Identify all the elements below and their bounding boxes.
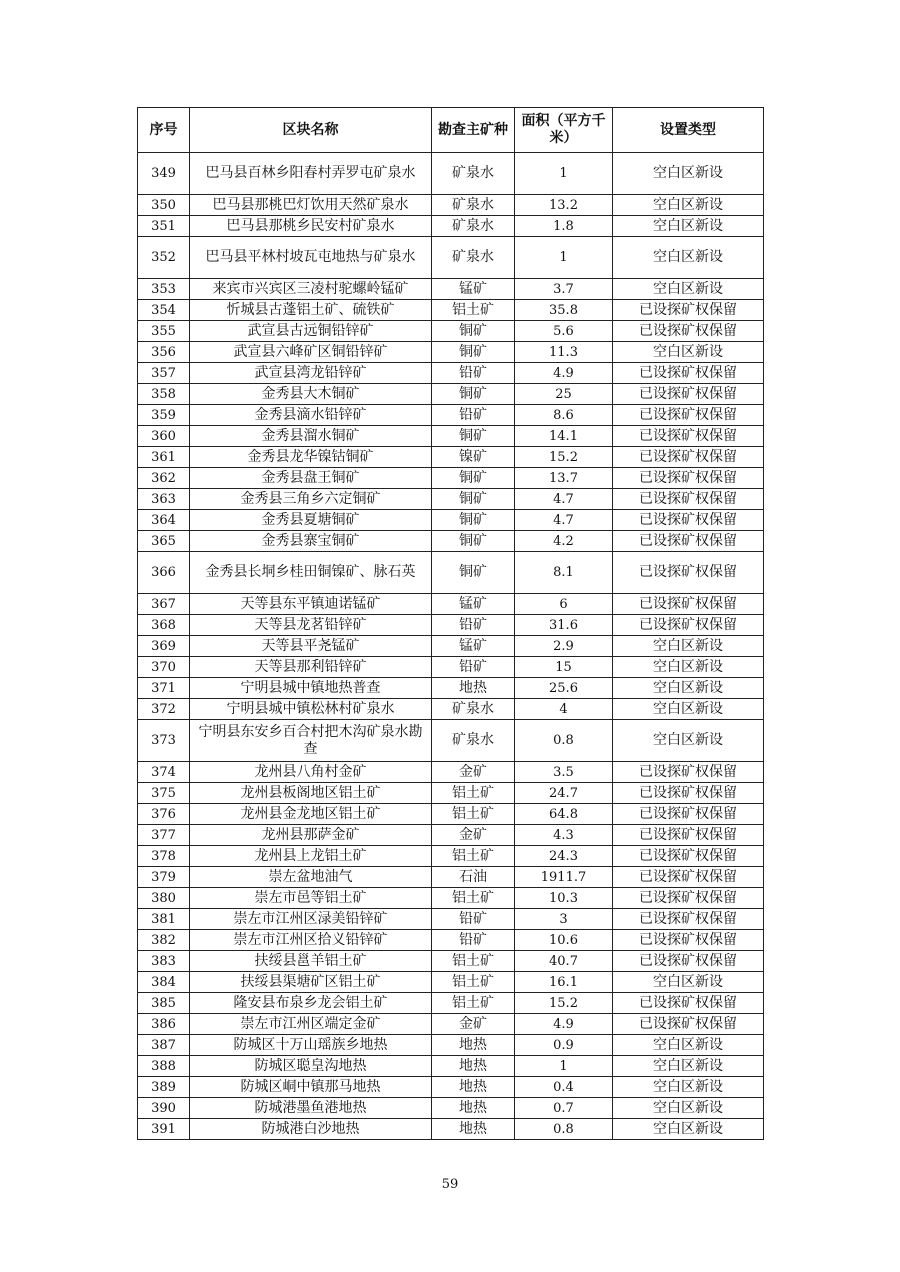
main-mineral: 金矿 [432, 1014, 515, 1035]
main-mineral: 地热 [432, 1035, 515, 1056]
row-index: 383 [138, 951, 190, 972]
table-row [138, 783, 764, 804]
main-mineral: 铅矿 [432, 615, 515, 636]
area: 15.2 [515, 993, 613, 1014]
setting-type: 空白区新设 [613, 1077, 764, 1098]
table-body [138, 153, 764, 1140]
table-row [138, 1098, 764, 1119]
row-index: 374 [138, 762, 190, 783]
block-name: 防城区峒中镇那马地热 [190, 1077, 432, 1098]
area: 1 [515, 153, 613, 195]
header-index: 序号 [138, 108, 190, 153]
setting-type: 已设探矿权保留 [613, 993, 764, 1014]
setting-type: 空白区新设 [613, 1056, 764, 1077]
area: 1 [515, 1056, 613, 1077]
area: 15 [515, 657, 613, 678]
area: 24.7 [515, 783, 613, 804]
area: 4.3 [515, 825, 613, 846]
block-name: 宁明县城中镇地热普查 [190, 678, 432, 699]
block-name: 崇左市邑等铝土矿 [190, 888, 432, 909]
block-name: 扶绥县渠塘矿区铝土矿 [190, 972, 432, 993]
table-row [138, 405, 764, 426]
main-mineral: 锰矿 [432, 636, 515, 657]
area: 4.7 [515, 510, 613, 531]
area: 4.9 [515, 1014, 613, 1035]
row-index: 366 [138, 552, 190, 594]
main-mineral: 地热 [432, 1098, 515, 1119]
block-name: 隆安县布泉乡龙会铝土矿 [190, 993, 432, 1014]
area: 4.9 [515, 363, 613, 384]
setting-type: 已设探矿权保留 [613, 510, 764, 531]
block-name: 武宣县古远铜铅锌矿 [190, 321, 432, 342]
area: 13.2 [515, 195, 613, 216]
main-mineral: 铜矿 [432, 552, 515, 594]
table-row [138, 594, 764, 615]
row-index: 369 [138, 636, 190, 657]
area: 64.8 [515, 804, 613, 825]
area: 14.1 [515, 426, 613, 447]
row-index: 353 [138, 279, 190, 300]
area: 1.8 [515, 216, 613, 237]
main-mineral: 地热 [432, 678, 515, 699]
row-index: 379 [138, 867, 190, 888]
area: 0.8 [515, 720, 613, 762]
block-name: 宁明县东安乡百合村把木沟矿泉水勘查 [190, 720, 432, 762]
row-index: 367 [138, 594, 190, 615]
area: 10.3 [515, 888, 613, 909]
table-row [138, 300, 764, 321]
setting-type: 空白区新设 [613, 972, 764, 993]
block-name: 巴马县平林村坡瓦屯地热与矿泉水 [190, 237, 432, 279]
row-index: 372 [138, 699, 190, 720]
setting-type: 空白区新设 [613, 216, 764, 237]
page-number: 59 [441, 1177, 459, 1192]
main-mineral: 锰矿 [432, 594, 515, 615]
row-index: 365 [138, 531, 190, 552]
block-name: 忻城县古蓬铝土矿、硫铁矿 [190, 300, 432, 321]
header-block-name: 区块名称 [190, 108, 432, 153]
table-row [138, 804, 764, 825]
row-index: 349 [138, 153, 190, 195]
setting-type: 空白区新设 [613, 153, 764, 195]
area: 1 [515, 237, 613, 279]
block-name: 金秀县溜水铜矿 [190, 426, 432, 447]
area: 6 [515, 594, 613, 615]
main-mineral: 矿泉水 [432, 699, 515, 720]
table-row [138, 342, 764, 363]
row-index: 391 [138, 1119, 190, 1140]
main-mineral: 铝土矿 [432, 951, 515, 972]
block-name: 扶绥县邕羊铝土矿 [190, 951, 432, 972]
main-mineral: 地热 [432, 1119, 515, 1140]
area: 4 [515, 699, 613, 720]
main-mineral: 石油 [432, 867, 515, 888]
area: 3 [515, 909, 613, 930]
table-row [138, 1056, 764, 1077]
table-row [138, 363, 764, 384]
row-index: 373 [138, 720, 190, 762]
block-name: 巴马县百林乡阳春村弄罗屯矿泉水 [190, 153, 432, 195]
main-mineral: 铝土矿 [432, 972, 515, 993]
main-mineral: 矿泉水 [432, 153, 515, 195]
row-index: 352 [138, 237, 190, 279]
main-mineral: 铜矿 [432, 321, 515, 342]
table-row [138, 1119, 764, 1140]
setting-type: 已设探矿权保留 [613, 930, 764, 951]
main-mineral: 矿泉水 [432, 720, 515, 762]
main-mineral: 铜矿 [432, 342, 515, 363]
setting-type: 空白区新设 [613, 699, 764, 720]
main-mineral: 铅矿 [432, 657, 515, 678]
main-mineral: 铝土矿 [432, 783, 515, 804]
table-row [138, 846, 764, 867]
row-index: 368 [138, 615, 190, 636]
main-mineral: 金矿 [432, 825, 515, 846]
main-mineral: 铝土矿 [432, 300, 515, 321]
setting-type: 已设探矿权保留 [613, 909, 764, 930]
block-name: 防城港白沙地热 [190, 1119, 432, 1140]
area: 31.6 [515, 615, 613, 636]
main-mineral: 锰矿 [432, 279, 515, 300]
area: 40.7 [515, 951, 613, 972]
block-name: 金秀县龙华镍钴铜矿 [190, 447, 432, 468]
setting-type: 已设探矿权保留 [613, 405, 764, 426]
row-index: 354 [138, 300, 190, 321]
area: 8.6 [515, 405, 613, 426]
setting-type: 空白区新设 [613, 342, 764, 363]
setting-type: 已设探矿权保留 [613, 762, 764, 783]
row-index: 357 [138, 363, 190, 384]
setting-type: 空白区新设 [613, 1119, 764, 1140]
row-index: 388 [138, 1056, 190, 1077]
table-row [138, 468, 764, 489]
setting-type: 已设探矿权保留 [613, 384, 764, 405]
table-row [138, 972, 764, 993]
block-name: 来宾市兴宾区三凌村驼螺岭锰矿 [190, 279, 432, 300]
table-row [138, 762, 764, 783]
row-index: 356 [138, 342, 190, 363]
area: 16.1 [515, 972, 613, 993]
row-index: 390 [138, 1098, 190, 1119]
table-row [138, 825, 764, 846]
row-index: 370 [138, 657, 190, 678]
table-row [138, 489, 764, 510]
row-index: 375 [138, 783, 190, 804]
block-name: 巴马县那桃乡民安村矿泉水 [190, 216, 432, 237]
table-row [138, 678, 764, 699]
table-row [138, 909, 764, 930]
setting-type: 已设探矿权保留 [613, 531, 764, 552]
block-name: 金秀县三角乡六定铜矿 [190, 489, 432, 510]
block-name: 金秀县滴水铅锌矿 [190, 405, 432, 426]
block-name: 龙州县那萨金矿 [190, 825, 432, 846]
row-index: 378 [138, 846, 190, 867]
setting-type: 空白区新设 [613, 237, 764, 279]
table-row [138, 951, 764, 972]
block-name: 防城区十万山瑶族乡地热 [190, 1035, 432, 1056]
table-row [138, 153, 764, 195]
area: 5.6 [515, 321, 613, 342]
main-mineral: 金矿 [432, 762, 515, 783]
block-name: 崇左市江州区拾义铅锌矿 [190, 930, 432, 951]
setting-type: 已设探矿权保留 [613, 825, 764, 846]
area: 2.9 [515, 636, 613, 657]
area: 0.9 [515, 1035, 613, 1056]
block-name: 武宣县六峰矿区铜铅锌矿 [190, 342, 432, 363]
row-index: 384 [138, 972, 190, 993]
table-row [138, 447, 764, 468]
table-row [138, 510, 764, 531]
setting-type: 已设探矿权保留 [613, 447, 764, 468]
row-index: 380 [138, 888, 190, 909]
area: 4.7 [515, 489, 613, 510]
area: 3.7 [515, 279, 613, 300]
setting-type: 空白区新设 [613, 636, 764, 657]
setting-type: 已设探矿权保留 [613, 363, 764, 384]
block-name: 崇左市江州区渌美铅锌矿 [190, 909, 432, 930]
block-name: 龙州县金龙地区铝土矿 [190, 804, 432, 825]
block-name: 金秀县夏塘铜矿 [190, 510, 432, 531]
table-row [138, 867, 764, 888]
main-mineral: 铜矿 [432, 426, 515, 447]
main-mineral: 铜矿 [432, 384, 515, 405]
block-name: 金秀县大木铜矿 [190, 384, 432, 405]
setting-type: 已设探矿权保留 [613, 846, 764, 867]
row-index: 371 [138, 678, 190, 699]
row-index: 351 [138, 216, 190, 237]
block-name: 龙州县上龙铝土矿 [190, 846, 432, 867]
block-name: 防城港墨鱼港地热 [190, 1098, 432, 1119]
block-name: 崇左盆地油气 [190, 867, 432, 888]
row-index: 387 [138, 1035, 190, 1056]
row-index: 361 [138, 447, 190, 468]
table-row [138, 279, 764, 300]
setting-type: 已设探矿权保留 [613, 783, 764, 804]
table-row [138, 216, 764, 237]
row-index: 350 [138, 195, 190, 216]
block-name: 武宣县湾龙铅锌矿 [190, 363, 432, 384]
main-mineral: 铅矿 [432, 930, 515, 951]
area: 24.3 [515, 846, 613, 867]
row-index: 363 [138, 489, 190, 510]
row-index: 355 [138, 321, 190, 342]
area: 11.3 [515, 342, 613, 363]
main-mineral: 矿泉水 [432, 216, 515, 237]
table-row [138, 552, 764, 594]
table-row [138, 888, 764, 909]
setting-type: 已设探矿权保留 [613, 615, 764, 636]
area: 0.7 [515, 1098, 613, 1119]
setting-type: 已设探矿权保留 [613, 1014, 764, 1035]
setting-type: 空白区新设 [613, 1035, 764, 1056]
row-index: 376 [138, 804, 190, 825]
block-name: 天等县东平镇迪诺锰矿 [190, 594, 432, 615]
area: 35.8 [515, 300, 613, 321]
setting-type: 空白区新设 [613, 678, 764, 699]
setting-type: 已设探矿权保留 [613, 804, 764, 825]
main-mineral: 铜矿 [432, 531, 515, 552]
table-row [138, 636, 764, 657]
area: 0.4 [515, 1077, 613, 1098]
block-name: 防城区聪皇沟地热 [190, 1056, 432, 1077]
block-name: 金秀县长垌乡桂田铜镍矿、脉石英 [190, 552, 432, 594]
area: 0.8 [515, 1119, 613, 1140]
row-index: 386 [138, 1014, 190, 1035]
area: 8.1 [515, 552, 613, 594]
table-row [138, 237, 764, 279]
block-name: 金秀县寨宝铜矿 [190, 531, 432, 552]
block-name: 天等县那利铅锌矿 [190, 657, 432, 678]
main-mineral: 铜矿 [432, 510, 515, 531]
block-name: 崇左市江州区端定金矿 [190, 1014, 432, 1035]
table-row [138, 321, 764, 342]
row-index: 358 [138, 384, 190, 405]
area: 25.6 [515, 678, 613, 699]
block-name: 金秀县盘王铜矿 [190, 468, 432, 489]
mining-block-table [137, 107, 764, 1140]
setting-type: 已设探矿权保留 [613, 321, 764, 342]
area: 13.7 [515, 468, 613, 489]
table-row [138, 426, 764, 447]
area: 3.5 [515, 762, 613, 783]
main-mineral: 铝土矿 [432, 888, 515, 909]
block-name: 天等县龙茗铅锌矿 [190, 615, 432, 636]
table-row [138, 720, 764, 762]
main-mineral: 铜矿 [432, 489, 515, 510]
setting-type: 已设探矿权保留 [613, 489, 764, 510]
table-row [138, 195, 764, 216]
table-header-row [138, 108, 764, 153]
main-mineral: 铜矿 [432, 468, 515, 489]
row-index: 389 [138, 1077, 190, 1098]
row-index: 385 [138, 993, 190, 1014]
setting-type: 空白区新设 [613, 720, 764, 762]
block-name: 天等县平尧锰矿 [190, 636, 432, 657]
row-index: 360 [138, 426, 190, 447]
setting-type: 已设探矿权保留 [613, 468, 764, 489]
setting-type: 已设探矿权保留 [613, 426, 764, 447]
table-row [138, 657, 764, 678]
setting-type: 已设探矿权保留 [613, 594, 764, 615]
table-row [138, 1035, 764, 1056]
setting-type: 空白区新设 [613, 279, 764, 300]
setting-type: 已设探矿权保留 [613, 888, 764, 909]
setting-type: 空白区新设 [613, 657, 764, 678]
main-mineral: 铝土矿 [432, 804, 515, 825]
row-index: 381 [138, 909, 190, 930]
area: 15.2 [515, 447, 613, 468]
row-index: 362 [138, 468, 190, 489]
main-mineral: 铅矿 [432, 363, 515, 384]
main-mineral: 铅矿 [432, 909, 515, 930]
area: 25 [515, 384, 613, 405]
main-mineral: 矿泉水 [432, 237, 515, 279]
table-row [138, 930, 764, 951]
table-row [138, 531, 764, 552]
header-setting-type: 设置类型 [613, 108, 764, 153]
block-name: 龙州县八角村金矿 [190, 762, 432, 783]
setting-type: 已设探矿权保留 [613, 300, 764, 321]
table-row [138, 1014, 764, 1035]
table-row [138, 993, 764, 1014]
main-mineral: 地热 [432, 1056, 515, 1077]
main-mineral: 铅矿 [432, 405, 515, 426]
table-row [138, 384, 764, 405]
row-index: 382 [138, 930, 190, 951]
main-mineral: 镍矿 [432, 447, 515, 468]
table-row [138, 1077, 764, 1098]
block-name: 巴马县那桃巴灯饮用天然矿泉水 [190, 195, 432, 216]
main-mineral: 矿泉水 [432, 195, 515, 216]
row-index: 377 [138, 825, 190, 846]
main-mineral: 地热 [432, 1077, 515, 1098]
row-index: 359 [138, 405, 190, 426]
area: 10.6 [515, 930, 613, 951]
table-row [138, 699, 764, 720]
table-row [138, 615, 764, 636]
setting-type: 已设探矿权保留 [613, 867, 764, 888]
header-main-mineral: 勘查主矿种 [432, 108, 515, 153]
setting-type: 已设探矿权保留 [613, 951, 764, 972]
block-name: 龙州县板阁地区铝土矿 [190, 783, 432, 804]
setting-type: 已设探矿权保留 [613, 552, 764, 594]
block-name: 宁明县城中镇松林村矿泉水 [190, 699, 432, 720]
setting-type: 空白区新设 [613, 195, 764, 216]
header-area: 面积（平方千米） [515, 108, 613, 153]
area: 1911.7 [515, 867, 613, 888]
row-index: 364 [138, 510, 190, 531]
main-mineral: 铝土矿 [432, 846, 515, 867]
area: 4.2 [515, 531, 613, 552]
setting-type: 空白区新设 [613, 1098, 764, 1119]
main-mineral: 铝土矿 [432, 993, 515, 1014]
